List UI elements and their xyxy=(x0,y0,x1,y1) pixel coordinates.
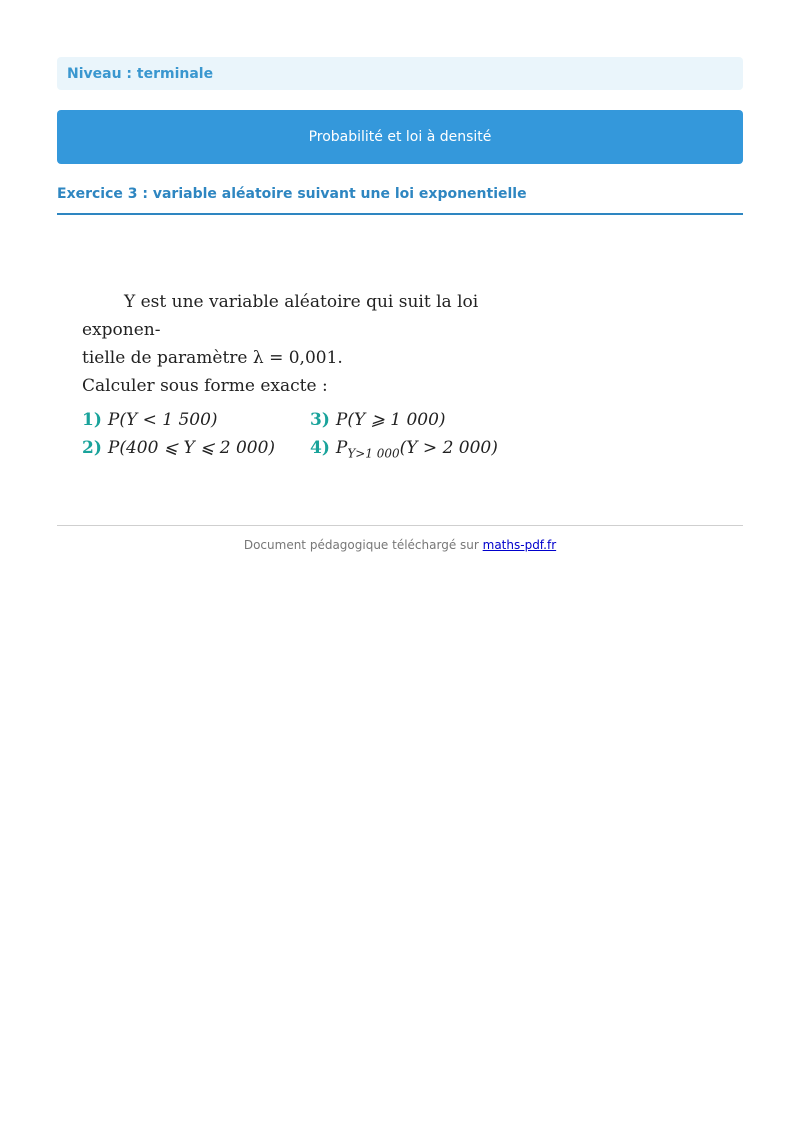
question-2 xyxy=(82,434,310,467)
footer-link[interactable]: maths-pdf.fr xyxy=(482,538,557,552)
level-label: Niveau : terminale xyxy=(67,65,214,82)
statement-line-3: Calculer sous forme exacte : xyxy=(82,376,328,396)
question-expression-subscript: Y>1 000 xyxy=(347,446,400,461)
level-box xyxy=(57,57,743,90)
question-4 xyxy=(310,434,550,467)
question-expression: P(Y ⩾ 1 000) xyxy=(335,410,446,430)
question-number: 3) xyxy=(310,410,330,430)
footer-text: Document pédagogique téléchargé sur xyxy=(243,538,483,552)
exercise-title: Exercice 3 : variable aléatoire suivant une loi exponentielle xyxy=(57,186,743,215)
question-expression-rest: (Y > 2 000) xyxy=(399,438,498,458)
question-list xyxy=(82,406,552,467)
question-1 xyxy=(82,406,310,434)
question-3 xyxy=(310,406,550,434)
chapter-banner xyxy=(57,110,743,164)
question-expression-main: P xyxy=(335,438,348,458)
exercise-statement xyxy=(82,288,552,467)
question-number: 4) xyxy=(310,438,330,458)
footer xyxy=(57,538,743,552)
statement-line-2: tielle de paramètre λ = 0,001. xyxy=(82,348,343,368)
question-number: 2) xyxy=(82,438,102,458)
footer-divider xyxy=(57,525,743,526)
statement-line-1: Y est une variable aléatoire qui suit la loi exponen- xyxy=(82,292,479,340)
question-expression: P(Y < 1 500) xyxy=(107,410,218,430)
question-expression: P(400 ⩽ Y ⩽ 2 000) xyxy=(107,438,276,458)
question-number: 1) xyxy=(82,410,102,430)
chapter-title: Probabilité et loi à densité xyxy=(308,129,492,145)
